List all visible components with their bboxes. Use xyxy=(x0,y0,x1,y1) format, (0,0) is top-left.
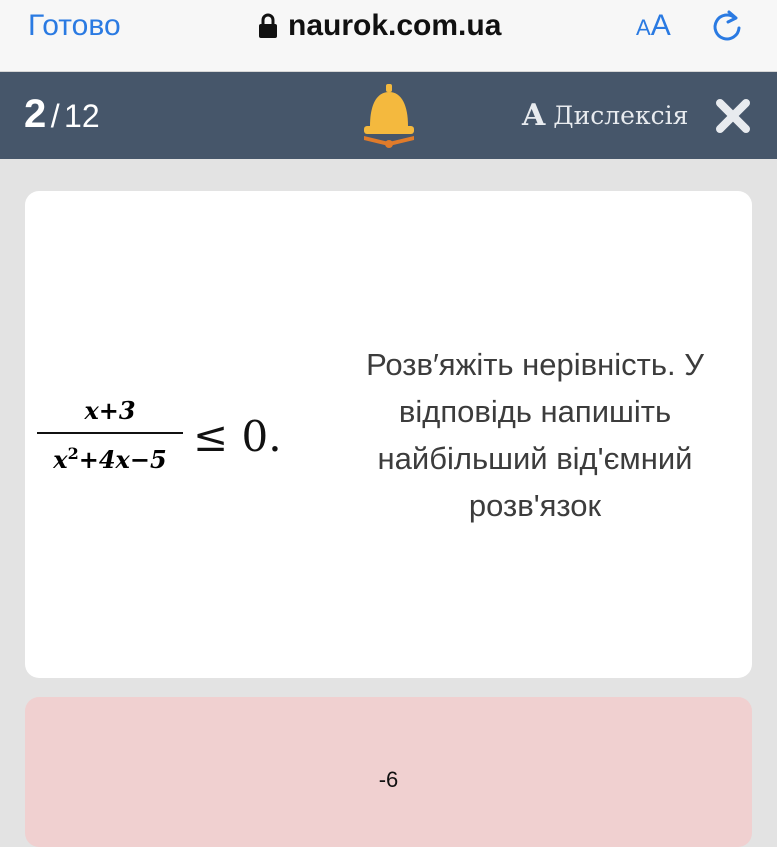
answer-card[interactable] xyxy=(25,697,752,847)
dyslexia-label: Дислексія xyxy=(553,101,689,130)
text-size-small-label: A xyxy=(636,15,651,40)
question-card xyxy=(25,191,752,678)
bell-icon xyxy=(360,82,418,150)
text-size-big-label: A xyxy=(650,9,671,42)
quiz-header xyxy=(0,72,777,159)
question-text: Розв′яжіть нерівність. У відповідь напишіть найбільший від'ємний розв'язок xyxy=(366,347,704,523)
current-question-number: 2 xyxy=(24,92,47,136)
denominator-base: x xyxy=(53,445,68,474)
counter-separator: / xyxy=(50,98,60,134)
question-formula xyxy=(37,396,307,476)
done-button[interactable]: Готово xyxy=(28,9,121,42)
fraction-line xyxy=(37,432,183,434)
dyslexia-toggle[interactable] xyxy=(522,98,688,134)
close-icon[interactable] xyxy=(714,97,752,135)
lock-icon xyxy=(258,13,278,39)
address-bar[interactable] xyxy=(258,8,501,44)
answer-value: -6 xyxy=(378,767,399,792)
fraction-numerator: x+3 xyxy=(84,396,136,425)
browser-toolbar xyxy=(0,0,777,72)
question-counter xyxy=(24,90,100,147)
dyslexia-letter: A xyxy=(522,98,546,133)
fraction-denominator xyxy=(37,439,183,475)
url-text: naurok.com.ua xyxy=(288,9,502,42)
denominator-exponent: 2 xyxy=(67,444,79,463)
denominator-rest: +4x−5 xyxy=(78,445,167,474)
total-questions: 12 xyxy=(64,98,100,134)
text-size-button[interactable] xyxy=(636,8,671,49)
formula-relation: ≤ 0. xyxy=(193,412,282,461)
reload-icon[interactable] xyxy=(709,8,745,44)
